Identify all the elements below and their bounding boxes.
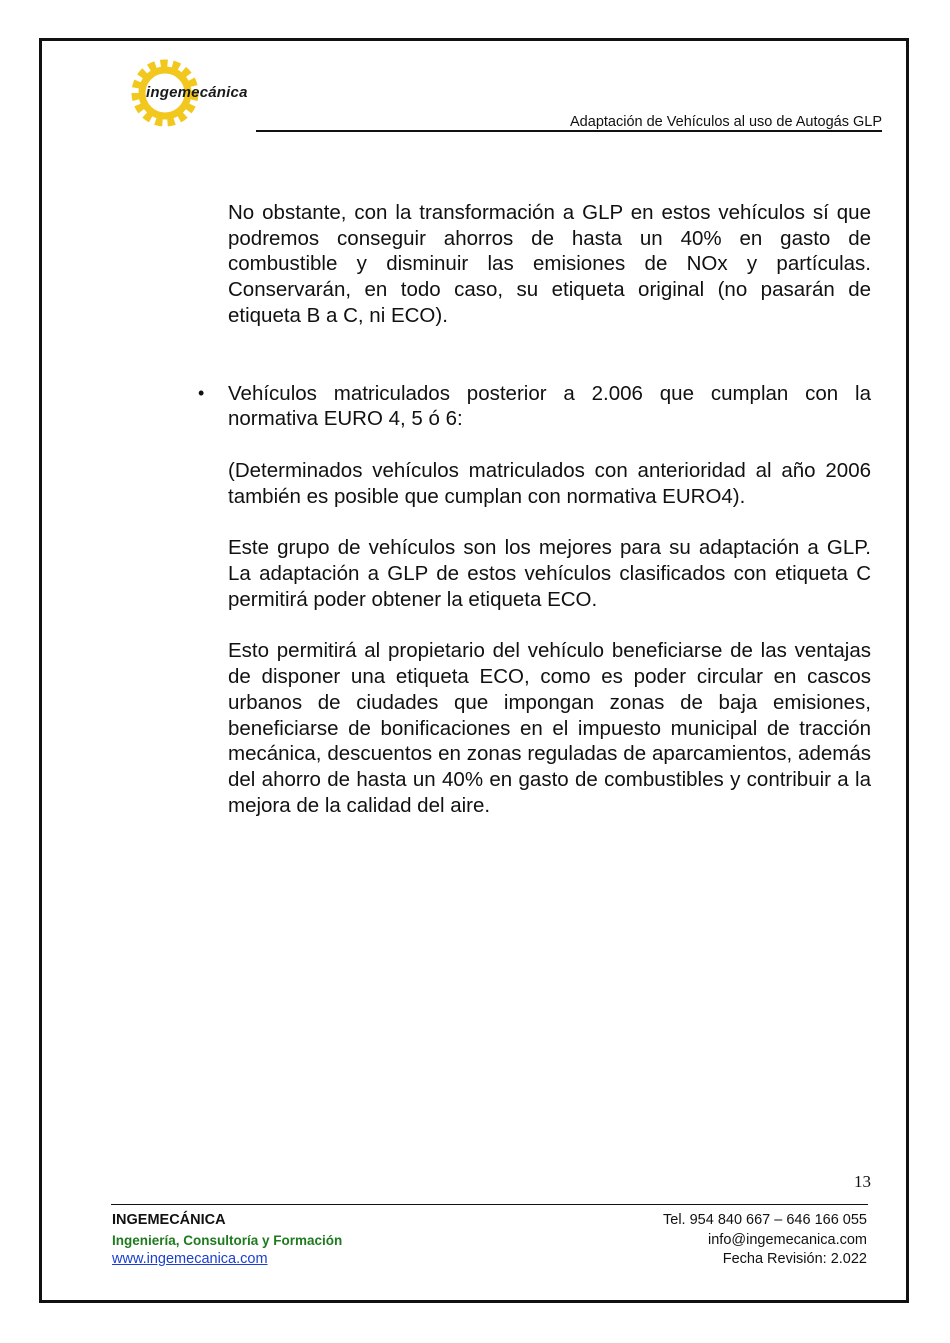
- header-divider: [256, 130, 882, 132]
- bullet-text: Vehículos matriculados posterior a 2.006 que cumplan con la normativa EURO 4, 5 ó 6:: [228, 381, 871, 431]
- footer-company-info: [112, 1211, 342, 1270]
- footer-email: info@ingemecanica.com: [708, 1231, 867, 1248]
- page-number: 13: [854, 1172, 871, 1191]
- paragraph-euro4-note: (Determinados vehículos matriculados con anterioridad al año 2006 también es posible que cumplan con normativa EURO4).: [228, 458, 871, 508]
- footer-phone: Tel. 954 840 667 – 646 166 055: [663, 1212, 867, 1228]
- paragraph-intro: No obstante, con la transformación a GLP en estos vehículos sí que podremos conseguir ahorros de hasta un 40% en gasto de combustible y disminuir las emisiones de NOx y partículas. Conservarán, en todo caso, su etiqueta original (no pasarán de etiqueta B a C, ni ECO).: [228, 201, 871, 327]
- footer-divider: [111, 1204, 868, 1205]
- main-content: [198, 200, 871, 818]
- paragraph-adaptation: Este grupo de vehículos son los mejores para su adaptación a GLP. La adaptación a GLP de estos vehículos clasificados con etiqueta C permitirá poder obtener la etiqueta ECO.: [228, 536, 871, 611]
- bullet-icon: •: [198, 382, 205, 403]
- ingemecanica-logo: [128, 56, 268, 130]
- website-link[interactable]: www.ingemecanica.com: [112, 1251, 268, 1267]
- bullet-item: [198, 381, 871, 819]
- footer-revision-date: Fecha Revisión: 2.022: [722, 1251, 867, 1267]
- footer-tagline: Ingeniería, Consultoría y Formación: [112, 1232, 343, 1248]
- footer-contact-info: [663, 1211, 867, 1270]
- footer-company-name: INGEMECÁNICA: [112, 1212, 226, 1228]
- logo-wordmark: ingemecánica: [146, 84, 248, 101]
- document-title: Adaptación de Vehículos al uso de Autogás GLP: [570, 114, 882, 130]
- paragraph-benefits: Esto permitirá al propietario del vehículo beneficiarse de las ventajas de disponer una etiqueta ECO, como es poder circular en cascos urbanos de ciudades que impongan zonas de baja emisiones, beneficiarse de bonificaciones en el impuesto municipal de tracción mecánica, descuentos en zonas reguladas de aparcamientos, además del ahorro de hasta un 40% en gasto de combustibles y contribuir a la mejora de la calidad del aire.: [228, 639, 871, 817]
